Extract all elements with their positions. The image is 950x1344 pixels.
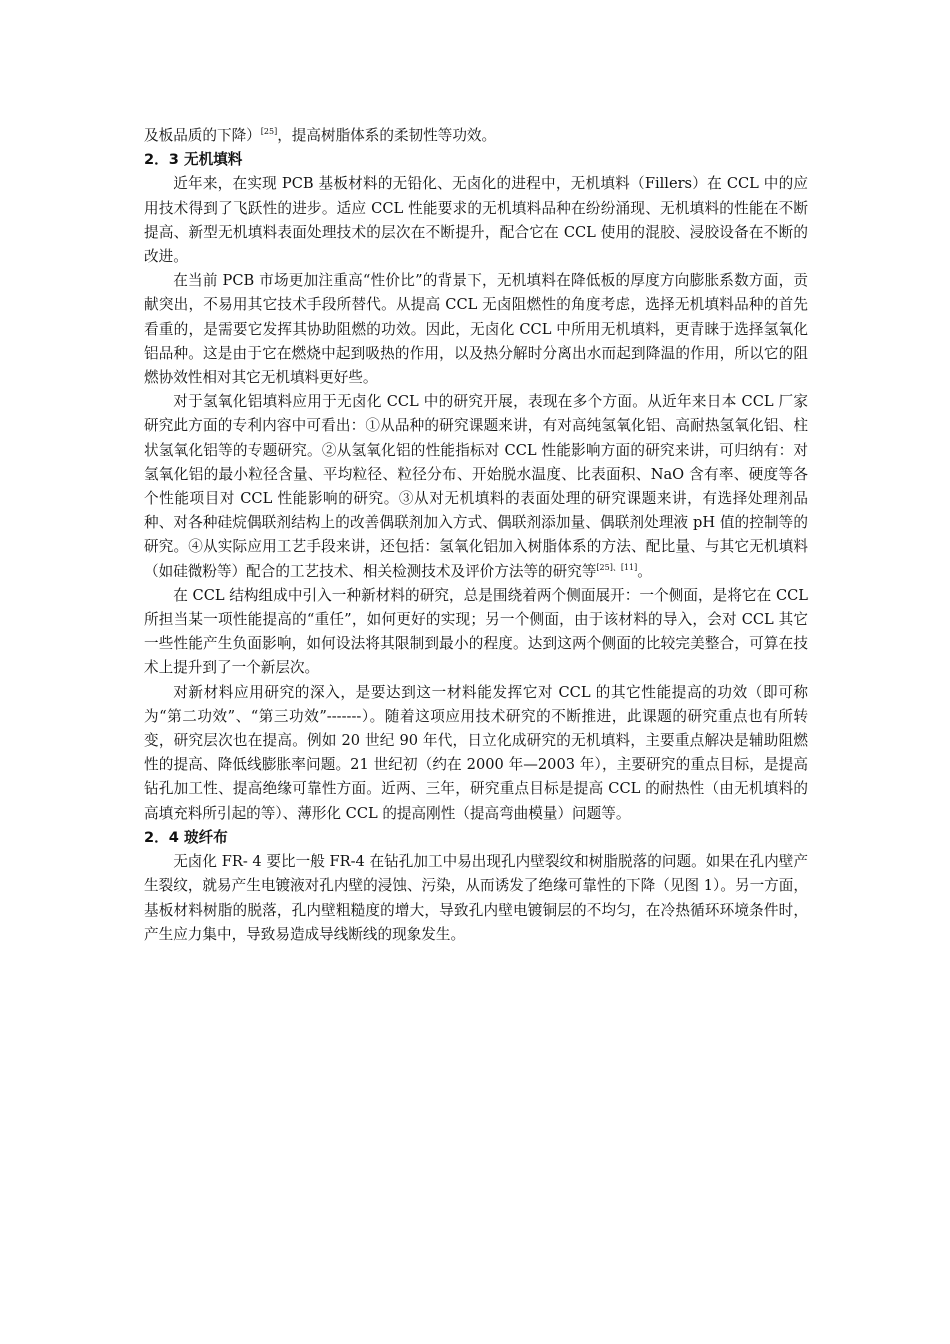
document-body <box>144 124 808 947</box>
paragraph-text: ，提高树脂体系的柔韧性等功效。 <box>277 127 497 144</box>
citation-ref: [25] <box>260 127 278 136</box>
paragraph: 在当前 PCB 市场更加注重高“性价比”的背景下，无机填料在降低板的厚度方向膨胀系数方面，贡献突出，不易用其它技术手段所替代。从提高 CCL 无卤阻燃性的角度考虑，选择无机填料品种的首先看重的，是需要它发挥其协助阻燃的功效。因此，无卤化 CCL 中所用无机填料，更青睐于选择氢氧化铝品种。这是由于它在燃烧中起到吸热的作用，以及热分解时分离出水而起到降温的作用，所以它的阻燃协效性相对其它无机填料更好些。 <box>144 272 808 387</box>
section-heading-2-4: 2．4 玻纤布 <box>144 828 228 846</box>
paragraph: 近年来，在实现 PCB 基板材料的无铅化、无卤化的进程中，无机填料（Fillers）在 CCL 中的应用技术得到了飞跃性的进步。适应 CCL 性能要求的无机填料品种在纷纷涌现、无机填料的性能在不断提高、新型无机填料表面处理技术的层次在不断提升，配合它在 CCL 使用的混胶、浸胶设备在不断的改进。 <box>144 175 808 266</box>
citation-ref: [25]、[11] <box>596 562 638 572</box>
section-heading-2-3: 2．3 无机填料 <box>144 151 243 169</box>
paragraph <box>144 390 808 584</box>
paragraph: 在 CCL 结构组成中引入一种新材料的研究，总是围绕着两个侧面展开：一个侧面，是将它在 CCL 所担当某一项性能提高的“重任”，如何更好的实现；另一个侧面，由于该材料的导入，会对 CCL 其它一些性能产生负面影响，如何设法将其限制到最小的程度。达到这两个侧面的比较完美整合，可算在技术上提升到了一个新层次。 <box>144 586 808 677</box>
paragraph-text: 对于氢氧化铝填料应用于无卤化 CCL 中的研究开展，表现在多个方面。从近年来日本 CCL 厂家研究此方面的专利内容中可看出：①从品种的研究课题来讲，有对高纯氢氧化铝、高耐热氢氧化铝、柱状氢氧化铝等的专题研究。②从氢氧化铝的性能指标对 CCL 性能影响方面的研究来讲，可归纳有：对氢氧化铝的最小粒径含量、平均粒径、粒径分布、开始脱水温度、比表面积、NaO 含有率、硬度等各个性能项目对 CCL 性能影响的研究。③从对无机填料的表面处理的研究课题来讲，有选择处理剂品种、对各种硅烷偶联剂结构上的改善偶联剂加入方式、偶联剂添加量、偶联剂处理液 pH 值的控制等的研究。④从实际应用工艺手段来讲，还包括：氢氧化铝加入树脂体系的方法、配比量、与其它无机填料（如硅微粉等）配合的工艺技术、相关检测技术及评价方法等的研究等 <box>144 393 808 580</box>
paragraph: 无卤化 FR- 4 要比一般 FR-4 在钻孔加工中易出现孔内壁裂纹和树脂脱落的问题。如果在孔内壁产生裂纹，就易产生电镀液对孔内壁的浸蚀、污染，从而诱发了绝缘可靠性的下降（见图 1）。另一方面，基板材料树脂的脱落，孔内壁粗糙度的增大，导致孔内壁电镀铜层的不均匀，在冷热循环环境条件时，产生应力集中，导致易造成导线断线的现象发生。 <box>144 853 808 943</box>
paragraph: 对新材料应用研究的深入，是要达到这一材料能发挥它对 CCL 的其它性能提高的功效（即可称为“第二功效”、“第三功效”-------）。随着这项应用技术研究的不断推进，此课题的研究重点也有所转变，研究层次也在提高。例如 20 世纪 90 年代，日立化成研究的无机填料，主要重点解决是辅助阻燃性的提高、降低线膨胀率问题。21 世纪初（约在 2000 年—2003 年），主要研究的重点目标，是提高钻孔加工性、提高绝缘可靠性方面。近两、三年，研究重点目标是提高 CCL 的耐热性（由无机填料的高填充料所引起的等）、薄形化 CCL 的提高刚性（提高弯曲模量）问题等。 <box>144 683 808 822</box>
paragraph-text: 及板品质的下降） <box>144 127 261 144</box>
paragraph-continued <box>144 124 808 148</box>
paragraph-text: 。 <box>637 562 652 580</box>
